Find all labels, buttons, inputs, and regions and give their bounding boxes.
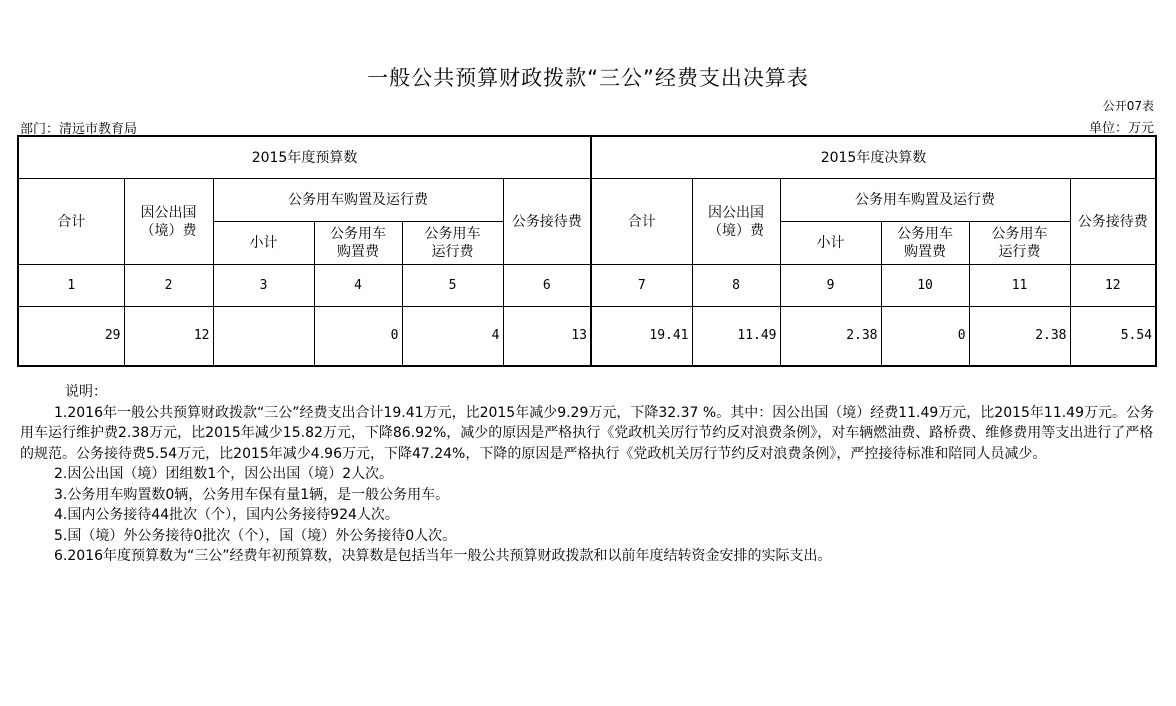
value-budget-total: 29: [18, 307, 124, 367]
value-budget-reception: 13: [503, 307, 591, 367]
header-budget-operation-line1: 公务用车: [424, 226, 481, 242]
page-title: 一般公共预算财政拨款“三公”经费支出决算表: [367, 66, 809, 90]
value-budget-purchase: 0: [314, 307, 402, 367]
header-final-purchase-line2: 购置费: [904, 244, 947, 260]
index-cell: 4: [314, 265, 402, 307]
unit-label: 单位：万元: [1088, 121, 1154, 136]
value-budget-operation: 4: [402, 307, 503, 367]
value-final-purchase: 0: [881, 307, 969, 367]
header-budget-purchase-line1: 公务用车: [330, 226, 386, 242]
notes-section: [20, 382, 1160, 567]
header-final-operation-line1: 公务用车: [991, 226, 1048, 242]
index-cell: 1: [18, 265, 124, 307]
form-code: 公开07表: [1102, 99, 1154, 113]
header-final-abroad-line1: 因公出国: [708, 204, 765, 221]
header-final-abroad: [692, 179, 780, 265]
department-label: 部门：清远市教育局: [20, 122, 138, 137]
index-cell: 3: [213, 265, 314, 307]
value-budget-abroad: 12: [124, 307, 213, 367]
note-2: 2.因公出国（境）团组数1个，因公出国（境）2人次。: [54, 466, 394, 482]
index-cell: 7: [591, 265, 692, 307]
header-final-purchase-line1: 公务用车: [897, 226, 954, 242]
header-budget-operation: [402, 222, 503, 265]
value-final-reception: 5.54: [1070, 307, 1156, 367]
index-row: [18, 265, 1156, 307]
header-final-group: 2015年度决算数: [591, 136, 1156, 179]
value-budget-subtotal: [213, 307, 314, 367]
header-budget-operation-line2: 运行费: [431, 244, 474, 260]
header-final-vehicle-group: 公务用车购置及运行费: [780, 179, 1070, 222]
index-cell: 11: [969, 265, 1070, 307]
index-cell: 2: [124, 265, 213, 307]
value-final-operation: 2.38: [969, 307, 1070, 367]
header-budget-purchase-line2: 购置费: [337, 244, 379, 260]
header-budget-abroad-line1: 因公出国: [140, 204, 197, 221]
value-final-subtotal: 2.38: [780, 307, 881, 367]
index-cell: 9: [780, 265, 881, 307]
header-budget-abroad: [124, 179, 213, 265]
header-budget-total: 合计: [18, 179, 124, 265]
header-budget-group: 2015年度预算数: [18, 136, 591, 179]
header-final-reception: 公务接待费: [1070, 179, 1156, 265]
header-final-total: 合计: [591, 179, 692, 265]
note-1: 1.2016年一般公共预算财政拨款“三公”经费支出合计19.41万元，比2015年减少9.29万元，下降32.37 %。其中：因公出国（境）经费11.49万元，比2015年11.49万元。公务用车运行维护费2.38万元，比2015年减少15.82万元，下降86.92%，减少的原因是严格执行《党政机关厉行节约反对浪费条例》，对车辆燃油费、路桥费、维修费用等支出进行了严格的规范。公务接待费5.54万元，比2015年减少4.96万元，下降47.24%，下降的原因是严格执行《党政机关厉行节约反对浪费条例》，严控接待标准和陪同人员减少。: [20, 404, 1154, 462]
header-budget-vehicle-group: 公务用车购置及运行费: [213, 179, 503, 222]
index-cell: 12: [1070, 265, 1156, 307]
header-budget-subtotal: 小计: [213, 222, 314, 265]
value-row: [18, 307, 1156, 367]
value-final-total: 19.41: [591, 307, 692, 367]
header-final-abroad-line2: （境）费: [708, 222, 765, 239]
index-cell: 6: [503, 265, 591, 307]
header-budget-purchase: [314, 222, 402, 265]
index-cell: 5: [402, 265, 503, 307]
note-3: 3.公务用车购置数0辆，公务用车保有量1辆，是一般公务用车。: [54, 486, 450, 503]
index-cell: 8: [692, 265, 780, 307]
index-cell: 10: [881, 265, 969, 307]
header-final-purchase: [881, 222, 969, 265]
three-public-expenditure-table: [17, 135, 1157, 367]
header-budget-abroad-line2: （境）费: [140, 222, 197, 239]
header-budget-reception: 公务接待费: [503, 179, 591, 265]
note-5: 5.国（境）外公务接待0批次（个），国（境）外公务接待0人次。: [54, 527, 457, 544]
header-final-operation: [969, 222, 1070, 265]
notes-heading: 说明：: [65, 384, 107, 400]
value-final-abroad: 11.49: [692, 307, 780, 367]
note-4: 4.国内公务接待44批次（个），国内公务接待924人次。: [54, 507, 399, 523]
note-6: 6.2016年度预算数为“三公”经费年初预算数，决算数是包括当年一般公共预算财政拨款和以前年度结转资金安排的实际支出。: [54, 548, 832, 564]
header-final-subtotal: 小计: [780, 222, 881, 265]
header-final-operation-line2: 运行费: [998, 244, 1041, 260]
